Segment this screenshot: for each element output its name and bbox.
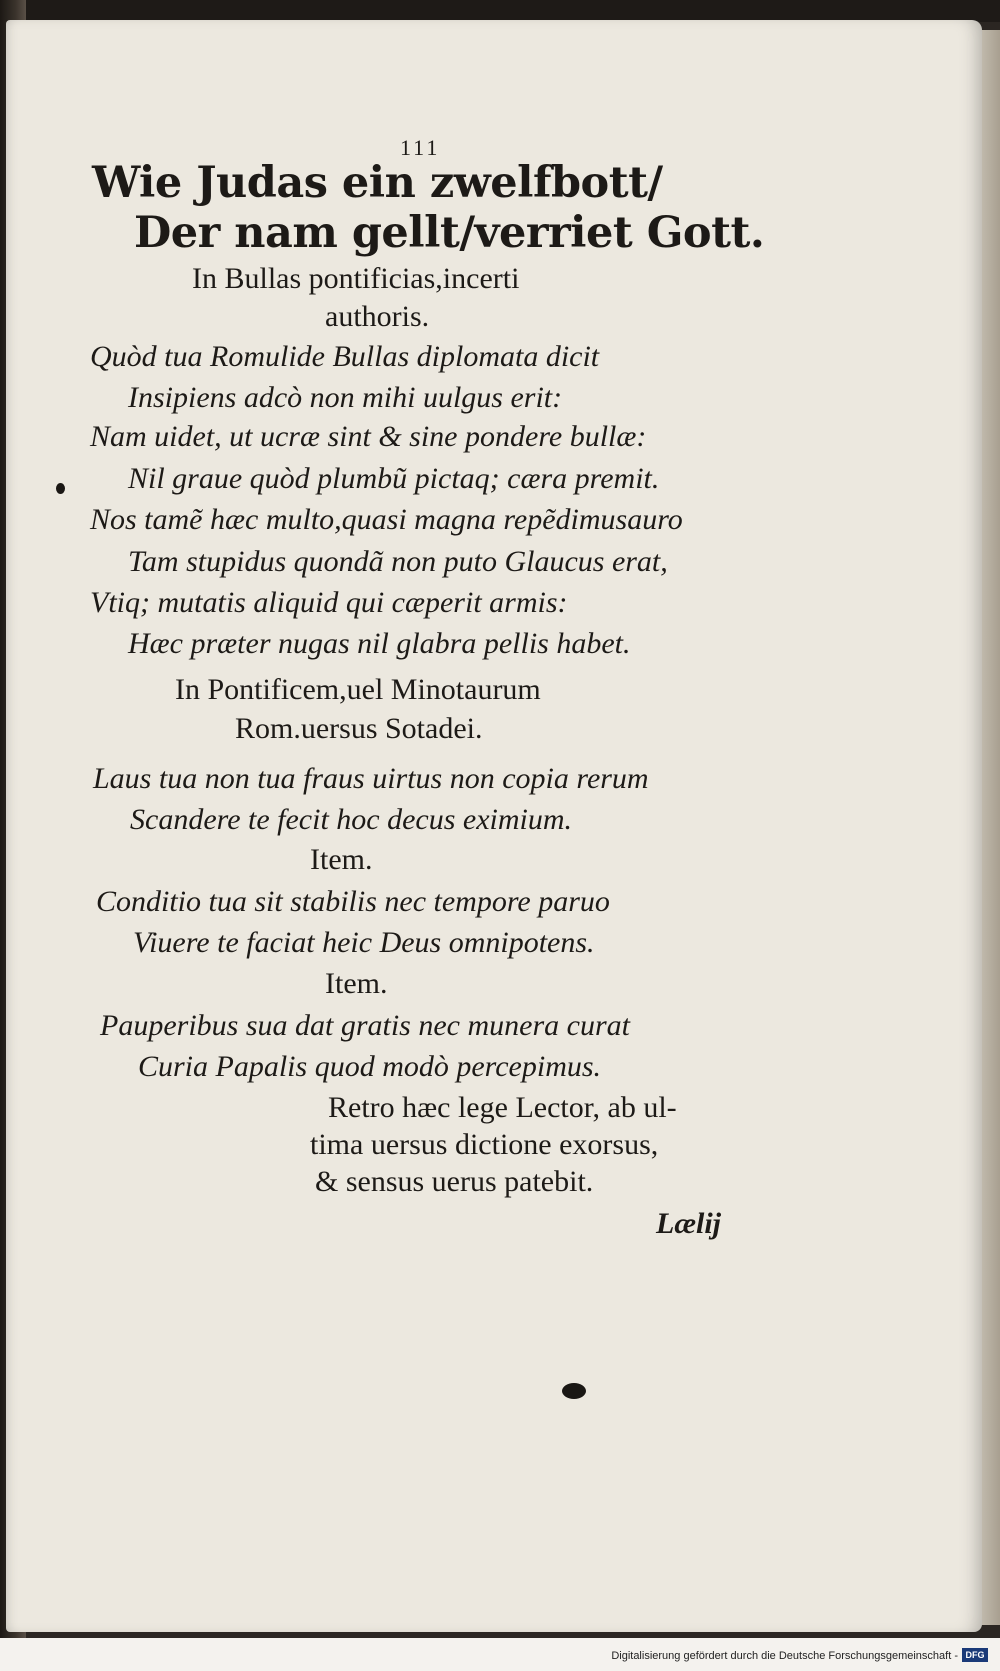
footer-credit: Digitalisierung gefördert durch die Deutsche Forschungsgemeinschaft - [611, 1650, 958, 1662]
top-band [26, 0, 1000, 22]
verse-line: Quòd tua Romulide Bullas diplomata dicit [90, 340, 600, 373]
verse-line: Scandere te fecit hoc decus eximium. [130, 803, 573, 836]
verse-line: Viuere te faciat heic Deus omnipotens. [133, 926, 595, 959]
ink-spot [562, 1383, 586, 1399]
heading-line: authoris. [325, 300, 430, 333]
verse-line: Curia Papalis quod modò percepimus. [138, 1050, 602, 1083]
note-line: & sensus uerus patebit. [315, 1165, 594, 1198]
heading-line: Rom.uersus Sotadei. [235, 712, 483, 745]
verse-line: Nil graue quòd plumbũ pictaq; cæra premit. [128, 462, 660, 495]
verse-line: Hæc præter nugas nil glabra pellis habet. [128, 627, 631, 660]
verse-line: Pauperibus sua dat gratis nec munera curat [100, 1009, 630, 1042]
page-number: 111 [400, 135, 441, 160]
verse-line: Conditio tua sit stabilis nec tempore paruo [96, 885, 610, 918]
verse-line: Nam uidet, ut ucræ sint & sine pondere bullæ: [90, 420, 647, 453]
verse-line: Nos tamẽ hæc multo,quasi magna repẽdimusauro [90, 503, 683, 536]
item-heading: Item. [310, 843, 373, 876]
verse-line: Laus tua non tua fraus uirtus non copia rerum [93, 762, 649, 795]
verse-line: Insipiens adcò non mihi uulgus erit: [128, 381, 563, 414]
note-line: tima uersus dictione exorsus, [310, 1128, 659, 1161]
title-line: Wie Judas ein zwelfbott/ [92, 158, 663, 208]
title-line: Der nam gellt/verriet Gott. [134, 208, 765, 258]
verse-line: Tam stupidus quondã non puto Glaucus erat, [128, 545, 668, 578]
verse-line: Vtiq; mutatis aliquid qui cæperit armis: [90, 586, 568, 619]
dfg-logo-icon: DFG [962, 1648, 988, 1662]
note-line: Retro hæc lege Lector, ab ul- [328, 1091, 677, 1124]
ink-spot [56, 483, 65, 494]
heading-line: In Bullas pontificias,incerti [192, 262, 520, 295]
heading-line: In Pontificem,uel Minotaurum [175, 673, 541, 706]
catchword: Lælij [656, 1207, 721, 1240]
item-heading: Item. [325, 967, 388, 1000]
